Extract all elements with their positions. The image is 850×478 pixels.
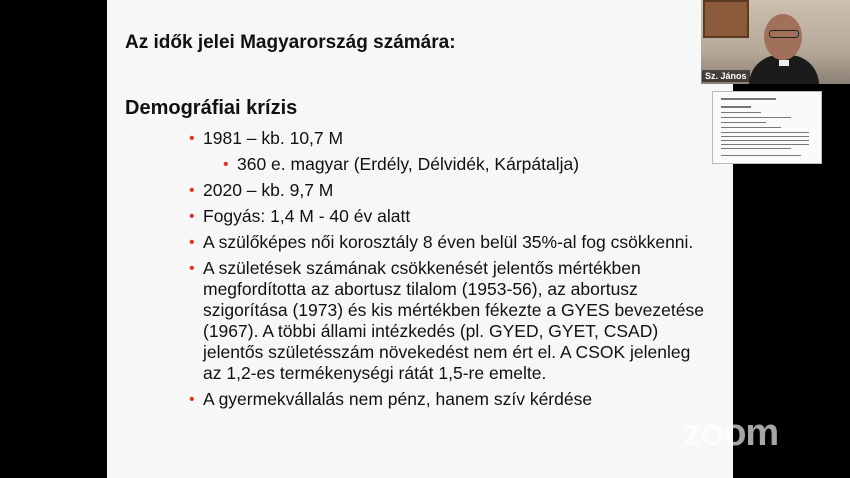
zoom-watermark-logo: zoom xyxy=(683,412,779,454)
thumb-line xyxy=(721,148,791,149)
left-black-bar xyxy=(0,0,107,478)
thumb-line xyxy=(721,106,751,108)
bullet-dot-icon: • xyxy=(189,182,195,199)
bullet-dot-icon: • xyxy=(223,156,229,173)
thumb-line xyxy=(721,144,809,145)
bullet-item xyxy=(189,128,713,149)
thumb-line xyxy=(721,140,809,141)
bullet-text: 360 e. magyar (Erdély, Délvidék, Kárpátalja) xyxy=(237,154,580,174)
bullet-item xyxy=(189,232,713,253)
thumb-line xyxy=(721,127,781,128)
thumb-line xyxy=(721,112,761,113)
thumb-line xyxy=(721,98,776,100)
thumb-line xyxy=(721,136,809,137)
bullet-item xyxy=(189,258,713,384)
slide-thumbnail[interactable] xyxy=(712,91,822,164)
thumb-line xyxy=(721,117,791,118)
slide-title: Az idők jelei Magyarország számára: xyxy=(125,32,456,53)
background-painting xyxy=(703,0,749,38)
bullet-text: A születések számának csökkenését jelentős mértékben megfordította az abortusz tilalom (1953-56), az abortusz szigorítása (1973) és kis mértékben fékezte a GYES bevezetése (1967). A többi állami intézkedés (pl. GYED, GYET, CSAD) jelentős születésszám növekedést nem ért el. A CSOK jelenleg az 1,2-es termékenységi rátát 1,5-re emelte. xyxy=(203,258,704,383)
bullet-dot-icon: • xyxy=(189,234,195,251)
bullet-dot-icon: • xyxy=(189,130,195,147)
bullet-dot-icon: • xyxy=(189,391,195,408)
bullet-item xyxy=(189,180,713,201)
bullet-item xyxy=(189,389,713,410)
bullet-text: A szülőképes női korosztály 8 éven belül 35%-al fog csökkenni. xyxy=(203,232,694,252)
bullet-item xyxy=(189,206,713,227)
thumb-line xyxy=(721,132,809,133)
bullet-text: 1981 – kb. 10,7 M xyxy=(203,128,344,148)
bullet-text: 2020 – kb. 9,7 M xyxy=(203,180,334,200)
bullet-dot-icon: • xyxy=(189,260,195,277)
clerical-collar xyxy=(779,60,789,66)
bullet-list xyxy=(189,128,713,415)
slide-heading: Demográfiai krízis xyxy=(125,97,298,119)
sub-bullet-item xyxy=(223,154,713,175)
participant-name: Sz. János xyxy=(702,70,750,82)
participant-video[interactable] xyxy=(701,0,850,84)
glasses xyxy=(769,30,799,38)
shared-slide xyxy=(107,0,733,478)
bullet-text: A gyermekvállalás nem pénz, hanem szív kérdése xyxy=(203,389,593,409)
bullet-dot-icon: • xyxy=(189,208,195,225)
thumb-line xyxy=(721,155,801,156)
bullet-text: Fogyás: 1,4 M - 40 év alatt xyxy=(203,206,411,226)
thumb-line xyxy=(721,122,766,123)
